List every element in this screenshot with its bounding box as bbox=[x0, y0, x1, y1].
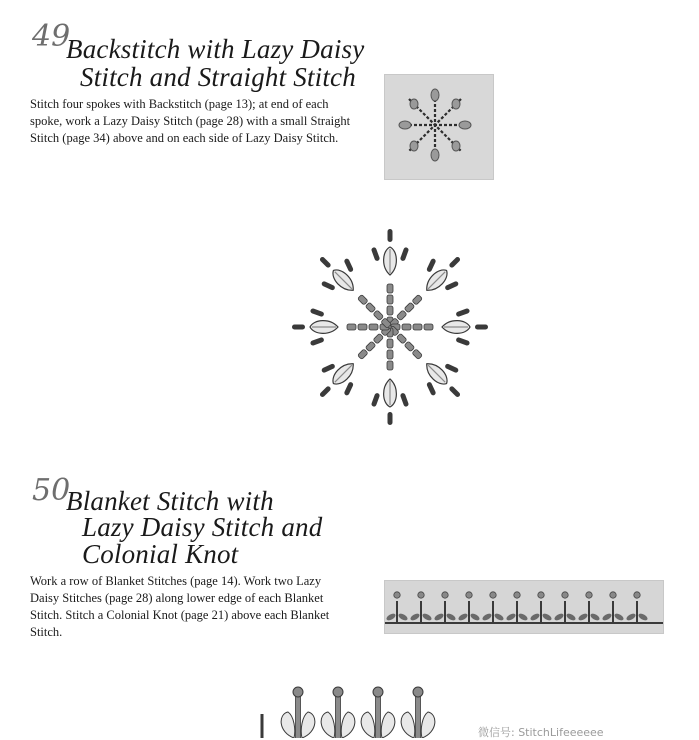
section-title-line1: Backstitch with Lazy Daisy bbox=[66, 34, 365, 64]
blanket-stitch-unit bbox=[361, 687, 395, 738]
border-band-photo-icon bbox=[385, 581, 663, 633]
section-number: 50 bbox=[32, 473, 71, 508]
stitch-sample-photo bbox=[384, 580, 664, 634]
section-title-line1: Blanket Stitch with bbox=[66, 486, 274, 516]
stitch-sample-photo bbox=[384, 74, 494, 180]
blanket-stitch-unit bbox=[401, 687, 435, 738]
blanket-stitch-diagram-icon bbox=[260, 684, 460, 738]
stitch-diagram bbox=[260, 684, 460, 738]
section-title-line3: Colonial Knot bbox=[82, 539, 239, 569]
section-number: 49 bbox=[32, 19, 71, 54]
snowflake-photo-icon bbox=[385, 75, 493, 179]
stitch-diagram bbox=[284, 224, 496, 430]
watermark-text: 微信号: StitchLifeeeeee bbox=[478, 726, 604, 739]
section-title-line2: Stitch and Straight Stitch bbox=[80, 62, 356, 92]
section-instructions: Work a row of Blanket Stitches (page 14). Work two Lazy Daisy Stitches (page 28) along lower edge of each Blanket Stitch. Stitch a Colonial Knot (page 21) above each Blanket Stitch. bbox=[30, 574, 330, 639]
blanket-stitch-unit bbox=[281, 687, 315, 738]
blanket-stitch-unit bbox=[321, 687, 355, 738]
section-title-line2: Lazy Daisy Stitch and bbox=[82, 512, 323, 542]
snowflake-diagram-icon bbox=[284, 224, 496, 430]
section-instructions: Stitch four spokes with Backstitch (page 13); at end of each spoke, work a Lazy Daisy Stitch (page 28) with a small Straight Stitch (page 34) above and on each side of Lazy Daisy Stitch. bbox=[30, 97, 351, 145]
